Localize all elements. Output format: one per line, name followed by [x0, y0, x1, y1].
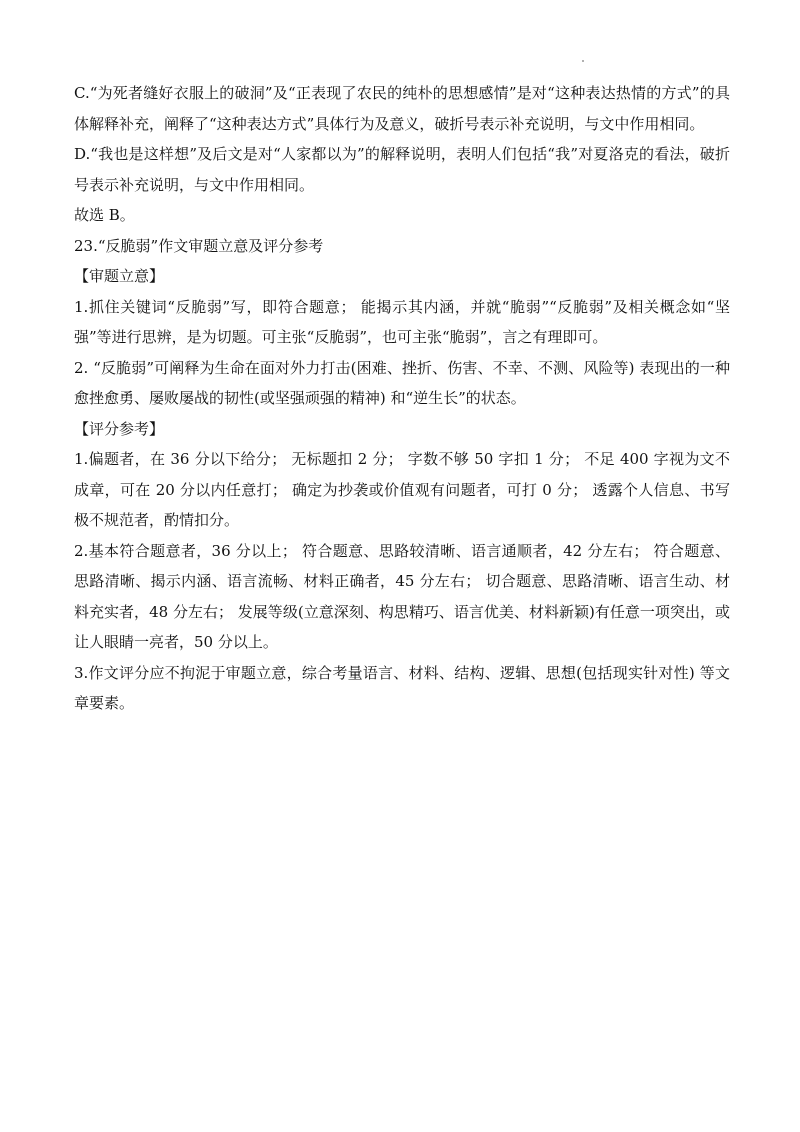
topic-item-2: 2. “反脆弱”可阐释为生命在面对外力打击(困难、挫折、伤害、不幸、不测、风险等) 表现出的一种愈挫愈勇、屡败屡战的韧性(或坚强顽强的精神) 和“逆生长”的状态。: [74, 358, 730, 407]
topic-item-1: 1.抓住关键词“反脆弱”写，即符合题意； 能揭示其内涵，并就“脆弱”“反脆弱”及相关概念如“坚强”等进行思辨，是为切题。可主张“反脆弱”，也可主张“脆弱”，言之有理即可。: [74, 297, 730, 346]
scoring-item-2: 2.基本符合题意者，36 分以上； 符合题意、思路较清晰、语言通顺者，42 分左右； 符合题意、思路清晰、揭示内涵、语言流畅、材料正确者，45 分左右； 切合题意、思路清晰、语言生动、材料充实者，48 分左右； 发展等级(立意深刻、构思精巧、语言优美、材料新颖)有任意一项突出，或让人眼睛一亮者，50 分以上。: [74, 541, 730, 651]
option-d-explanation: D.“我也是这样想”及后文是对“人家都以为”的解释说明，表明人们包括“我”对夏洛克的看法，破折号表示补充说明，与文中作用相同。: [74, 145, 730, 194]
speck-mark: [582, 60, 584, 62]
section-heading-scoring: 【评分参考】: [74, 419, 165, 438]
scoring-item-1: 1.偏题者，在 36 分以下给分； 无标题扣 2 分； 字数不够 50 字扣 1 分； 不足 400 字视为文不成章，可在 20 分以内任意打； 确定为抄袭或价值观有问题者，可打 0 分； 透露个人信息、书写极不规范者，酌情扣分。: [74, 450, 730, 529]
scoring-item-3: 3.作文评分应不拘泥于审题立意，综合考量语言、材料、结构、逻辑、思想(包括现实针对性) 等文章要素。: [74, 663, 730, 712]
option-c-explanation: C.“为死者缝好衣服上的破洞”及“正表现了农民的纯朴的思想感情”是对“这种表达热情的方式”的具体解释补充，阐释了“这种表达方式”具体行为及意义，破折号表示补充说明，与文中作用相同。: [74, 84, 730, 133]
question-23-title: 23.“反脆弱”作文审题立意及评分参考: [74, 236, 324, 255]
answer-line: 故选 B。: [74, 206, 135, 224]
section-heading-topic: 【审题立意】: [74, 267, 165, 285]
document-body: [74, 78, 730, 719]
